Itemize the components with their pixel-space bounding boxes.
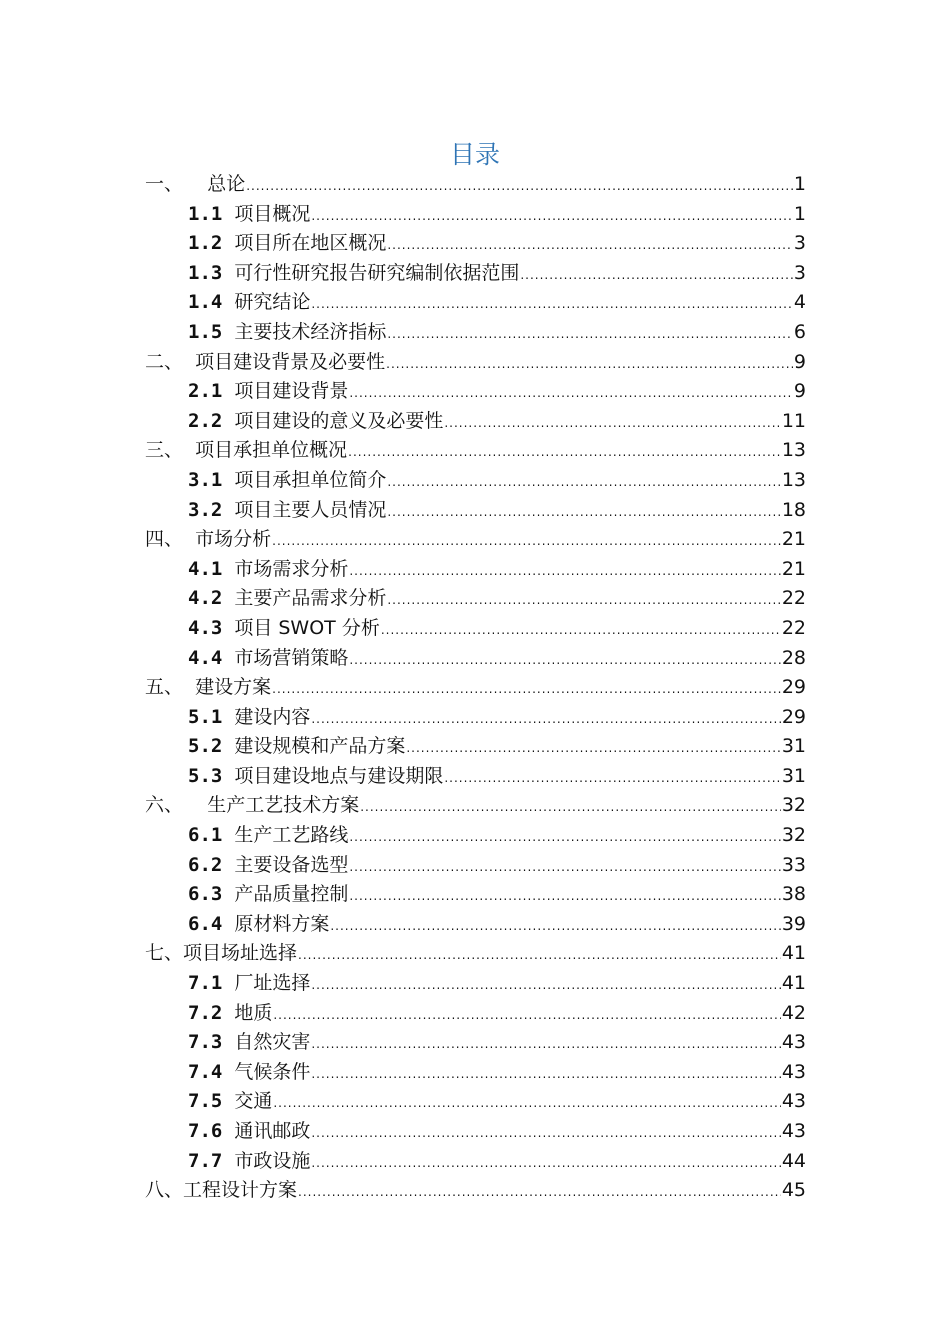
toc-entry-number: 七、 (145, 942, 184, 965)
toc-page-number: 44 (781, 1149, 806, 1172)
toc-entry-label: 项目建设背景及必要性 (195, 350, 386, 373)
toc-dot-leader (311, 1149, 780, 1179)
toc-entry-number: 7.7 (188, 1149, 223, 1172)
toc-dot-leader (311, 971, 780, 1001)
toc-section-entry[interactable] (145, 1087, 806, 1117)
toc-page-number: 13 (781, 468, 806, 491)
toc-page-number: 31 (781, 735, 806, 758)
toc-entry-label: 建设规模和产品方案 (234, 735, 406, 758)
toc-page-number: 28 (781, 646, 806, 669)
toc-entry-label: 厂址选择 (234, 972, 311, 995)
toc-entry-gap (183, 436, 195, 466)
toc-section-entry[interactable] (145, 318, 806, 348)
toc-entry-number: 2.1 (188, 380, 223, 403)
toc-dot-leader (349, 646, 780, 676)
toc-entry-number: 6.2 (188, 853, 223, 876)
toc-dot-leader (387, 586, 780, 616)
toc-dot-leader (311, 1030, 780, 1060)
toc-entry-number: 一、 (145, 173, 184, 195)
toc-page-number: 43 (781, 1031, 806, 1054)
toc-entry-number: 2.2 (188, 409, 223, 432)
toc-page-number: 6 (793, 320, 806, 343)
toc-entry-label: 建设方案 (195, 676, 272, 699)
toc-entry-number: 7.2 (188, 1001, 223, 1024)
toc-entry-number: 四、 (145, 528, 184, 551)
toc-entry-number: 1.3 (188, 261, 223, 284)
toc-page-number: 21 (781, 557, 806, 580)
toc-page-number: 11 (781, 409, 806, 432)
toc-entry-label: 交通 (234, 1090, 273, 1113)
toc-entry-number: 5.1 (188, 705, 223, 728)
toc-page-number: 33 (781, 853, 806, 876)
toc-chapter-entry[interactable] (145, 791, 806, 821)
toc-section-entry[interactable] (145, 614, 806, 644)
toc-entry-number: 1.2 (188, 232, 223, 255)
toc-entry-number: 4.1 (188, 557, 223, 580)
toc-entry-number: 7.3 (188, 1031, 223, 1054)
toc-entry-label: 主要技术经济指标 (234, 320, 387, 343)
toc-entry-label: 市政设施 (234, 1149, 311, 1172)
toc-dot-leader (387, 468, 780, 498)
toc-entry-number: 7.6 (188, 1120, 223, 1142)
toc-entry-label: 市场需求分析 (234, 557, 349, 580)
toc-dot-leader (349, 882, 780, 912)
toc-page-number: 13 (781, 439, 806, 462)
toc-dot-leader (349, 853, 780, 883)
toc-entry-number: 3.1 (188, 468, 223, 491)
toc-page-number: 43 (781, 1090, 806, 1113)
toc-entry-label: 项目建设背景 (234, 380, 349, 403)
toc-page-number: 4 (793, 291, 806, 314)
toc-page-number: 43 (781, 1120, 806, 1142)
toc-entry-label: 气候条件 (234, 1060, 311, 1083)
toc-entry-label: 主要设备选型 (234, 853, 349, 876)
toc-entry-label: 工程设计方案 (183, 1179, 298, 1202)
toc-entry-number: 1.1 (188, 202, 223, 225)
toc-section-entry[interactable] (145, 584, 806, 614)
toc-entry-number: 6.3 (188, 883, 223, 906)
toc-dot-leader (444, 409, 780, 439)
toc-entry-label: 项目承担单位概况 (195, 439, 348, 462)
toc-entry-number: 4.3 (188, 616, 223, 639)
toc-entry-label: 主要产品需求分析 (234, 587, 387, 610)
toc-page-number: 32 (781, 794, 806, 817)
toc-section-entry[interactable] (145, 644, 806, 674)
toc-section-entry[interactable] (145, 732, 806, 762)
toc-page-number: 31 (781, 764, 806, 787)
toc-entry-number: 5.3 (188, 764, 223, 787)
toc-list (145, 170, 806, 1206)
toc-page-number: 41 (781, 942, 806, 965)
toc-entry-label: 项目承担单位简介 (234, 468, 387, 491)
toc-title: 目录 (449, 140, 500, 169)
toc-page-number: 3 (793, 232, 806, 255)
toc-dot-leader (311, 705, 780, 735)
toc-dot-leader (348, 438, 781, 468)
toc-chapter-entry[interactable] (145, 348, 806, 378)
toc-section-entry[interactable] (145, 496, 806, 526)
toc-page-number: 32 (781, 824, 806, 847)
toc-page-number: 22 (781, 587, 806, 610)
toc-page-number: 9 (793, 350, 806, 373)
toc-page-number: 22 (781, 616, 806, 639)
toc-dot-leader (387, 231, 793, 261)
toc-chapter-entry[interactable] (145, 939, 806, 969)
toc-entry-label: 原材料方案 (234, 912, 330, 935)
toc-section-entry[interactable] (145, 555, 806, 585)
toc-dot-leader (330, 912, 780, 942)
toc-section-entry[interactable] (145, 703, 806, 733)
toc-dot-leader (349, 823, 780, 853)
toc-entry-number: 6.1 (188, 824, 223, 847)
toc-section-entry[interactable] (145, 821, 806, 851)
toc-entry-number: 7.5 (188, 1090, 223, 1113)
toc-section-entry[interactable] (145, 910, 806, 940)
toc-dot-leader (273, 1089, 780, 1119)
toc-dot-leader (298, 1178, 781, 1208)
toc-entry-number: 1.5 (188, 320, 223, 343)
toc-page-number: 1 (793, 173, 806, 195)
toc-entry-number: 1.4 (188, 291, 223, 314)
toc-entry-number: 3.2 (188, 498, 223, 521)
toc-entry-label: 生产工艺技术方案 (207, 794, 360, 817)
toc-entry-label: 产品质量控制 (234, 883, 349, 906)
toc-entry-gap (183, 348, 195, 378)
toc-page-number: 45 (781, 1179, 806, 1202)
toc-page-number: 29 (781, 676, 806, 699)
toc-entry-label: 项目建设地点与建设期限 (234, 764, 444, 787)
toc-entry-label: 项目所在地区概况 (234, 232, 387, 255)
toc-section-entry[interactable] (145, 407, 806, 437)
toc-dot-leader (273, 1001, 780, 1031)
toc-entry-gap (183, 170, 207, 200)
toc-page-number: 9 (793, 380, 806, 403)
toc-entry-label: 项目建设的意义及必要性 (234, 409, 444, 432)
toc-dot-leader (381, 616, 781, 646)
toc-dot-leader (246, 172, 793, 202)
toc-entry-label: 通讯邮政 (234, 1120, 311, 1142)
toc-dot-leader (444, 764, 780, 794)
toc-dot-leader (520, 261, 793, 291)
toc-entry-label: 自然灾害 (234, 1031, 311, 1054)
toc-entry-number: 7.1 (188, 972, 223, 995)
toc-section-entry[interactable] (145, 880, 806, 910)
toc-section-entry[interactable] (145, 288, 806, 318)
toc-entry-label: 总论 (207, 173, 246, 195)
toc-entry-number: 4.2 (188, 587, 223, 610)
toc-chapter-entry[interactable] (145, 1176, 806, 1206)
toc-page-number: 43 (781, 1060, 806, 1083)
toc-dot-leader (272, 527, 781, 557)
toc-section-entry[interactable] (145, 466, 806, 496)
toc-section-entry[interactable] (145, 762, 806, 792)
toc-section-entry[interactable] (145, 851, 806, 881)
toc-section-entry[interactable] (145, 1147, 806, 1177)
toc-dot-leader (406, 734, 780, 764)
toc-entry-label: 市场营销策略 (234, 646, 349, 669)
toc-dot-leader (387, 498, 780, 528)
toc-entry-label: 项目场址选择 (183, 942, 298, 965)
toc-entry-label: 研究结论 (234, 291, 311, 314)
toc-dot-leader (387, 320, 793, 350)
toc-entry-gap (183, 791, 207, 821)
toc-section-entry[interactable] (145, 200, 806, 230)
toc-dot-leader (311, 202, 793, 232)
toc-entry-number: 6.4 (188, 912, 223, 935)
toc-entry-label: 市场分析 (195, 528, 272, 551)
toc-chapter-entry[interactable] (145, 673, 806, 703)
toc-section-entry[interactable] (145, 1058, 806, 1088)
toc-entry-number: 三、 (145, 439, 184, 462)
toc-page-number: 42 (781, 1001, 806, 1024)
toc-page-number: 29 (781, 705, 806, 728)
toc-dot-leader (298, 941, 781, 971)
toc-page-number: 1 (793, 202, 806, 225)
toc-entry-label: 项目主要人员情况 (234, 498, 387, 521)
toc-dot-leader (349, 557, 780, 587)
toc-entry-label: 项目 SWOT 分析 (234, 616, 380, 639)
toc-section-entry[interactable] (145, 999, 806, 1029)
toc-entry-number: 4.4 (188, 646, 223, 669)
toc-section-entry[interactable] (145, 377, 806, 407)
toc-chapter-entry[interactable] (145, 525, 806, 555)
toc-entry-label: 可行性研究报告研究编制依据范围 (234, 261, 520, 284)
toc-chapter-entry[interactable] (145, 436, 806, 466)
toc-dot-leader (386, 350, 793, 380)
toc-section-entry[interactable] (145, 229, 806, 259)
toc-section-entry[interactable] (145, 1117, 806, 1147)
toc-section-entry[interactable] (145, 259, 806, 289)
toc-page-number: 3 (793, 261, 806, 284)
toc-entry-label: 项目概况 (234, 202, 311, 225)
toc-page-number: 21 (781, 528, 806, 551)
toc-entry-number: 7.4 (188, 1060, 223, 1083)
toc-dot-leader (311, 1119, 780, 1149)
toc-dot-leader (272, 675, 781, 705)
toc-entry-label: 生产工艺路线 (234, 824, 349, 847)
toc-entry-number: 八、 (145, 1179, 184, 1202)
toc-dot-leader (360, 793, 781, 823)
toc-dot-leader (311, 1060, 780, 1090)
toc-entry-number: 五、 (145, 676, 184, 699)
toc-section-entry[interactable] (145, 969, 806, 999)
toc-entry-number: 二、 (145, 350, 184, 373)
toc-entry-label: 地质 (234, 1001, 273, 1024)
toc-entry-number: 5.2 (188, 735, 223, 758)
toc-page-number: 39 (781, 912, 806, 935)
toc-dot-leader (311, 290, 793, 320)
toc-page-number: 38 (781, 883, 806, 906)
toc-entry-gap (183, 525, 195, 555)
toc-section-entry[interactable] (145, 1028, 806, 1058)
toc-chapter-entry[interactable] (145, 170, 806, 200)
toc-page-number: 18 (781, 498, 806, 521)
toc-dot-leader (349, 379, 793, 409)
toc-page-number: 41 (781, 972, 806, 995)
toc-entry-label: 建设内容 (234, 705, 311, 728)
toc-entry-gap (183, 673, 195, 703)
toc-entry-number: 六、 (145, 794, 184, 817)
